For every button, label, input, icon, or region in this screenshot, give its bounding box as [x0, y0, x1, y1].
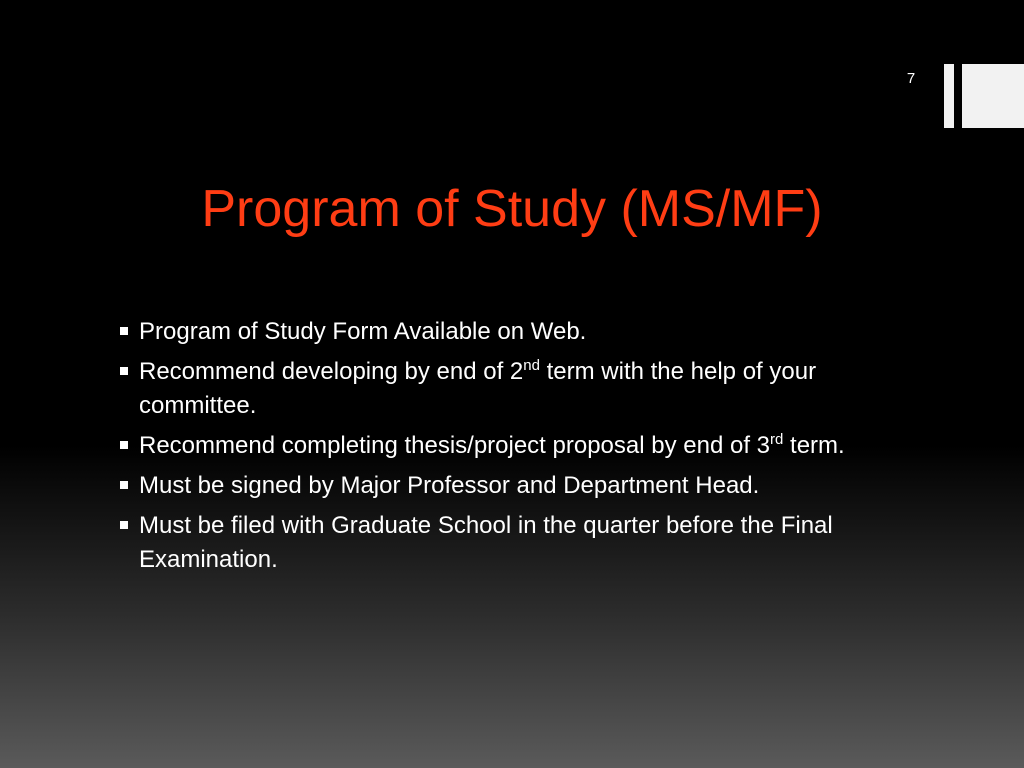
bullet-text: Recommend completing thesis/project proposal by end of 3 — [139, 432, 771, 459]
bullet-text-continued: term. — [783, 432, 845, 459]
bullet-text: Program of Study Form Available on Web. — [139, 318, 587, 345]
ordinal-superscript: rd — [770, 431, 784, 448]
square-bullet-icon — [120, 367, 128, 375]
corner-decoration-block — [962, 64, 1024, 128]
corner-decoration-bar — [944, 64, 954, 128]
ordinal-superscript: nd — [523, 357, 540, 374]
bullet-text: Must be signed by Major Professor and Department Head. — [139, 472, 760, 499]
bullet-item — [118, 509, 918, 577]
square-bullet-icon — [120, 481, 128, 489]
square-bullet-icon — [120, 441, 128, 449]
page-number: 7 — [906, 70, 916, 87]
square-bullet-icon — [120, 327, 128, 335]
bullet-list — [118, 315, 918, 583]
bullet-text: Recommend developing by end of 2 — [139, 358, 524, 385]
bullet-item — [118, 429, 918, 463]
bullet-item — [118, 355, 918, 423]
slide-title: Program of Study (MS/MF) — [201, 180, 823, 238]
square-bullet-icon — [120, 521, 128, 529]
bullet-text-continued: term with the help of your committee. — [139, 358, 817, 419]
bullet-item — [118, 315, 918, 349]
bullet-text: Must be filed with Graduate School in the quarter before the Final Examination. — [139, 512, 833, 573]
bullet-item — [118, 469, 918, 503]
